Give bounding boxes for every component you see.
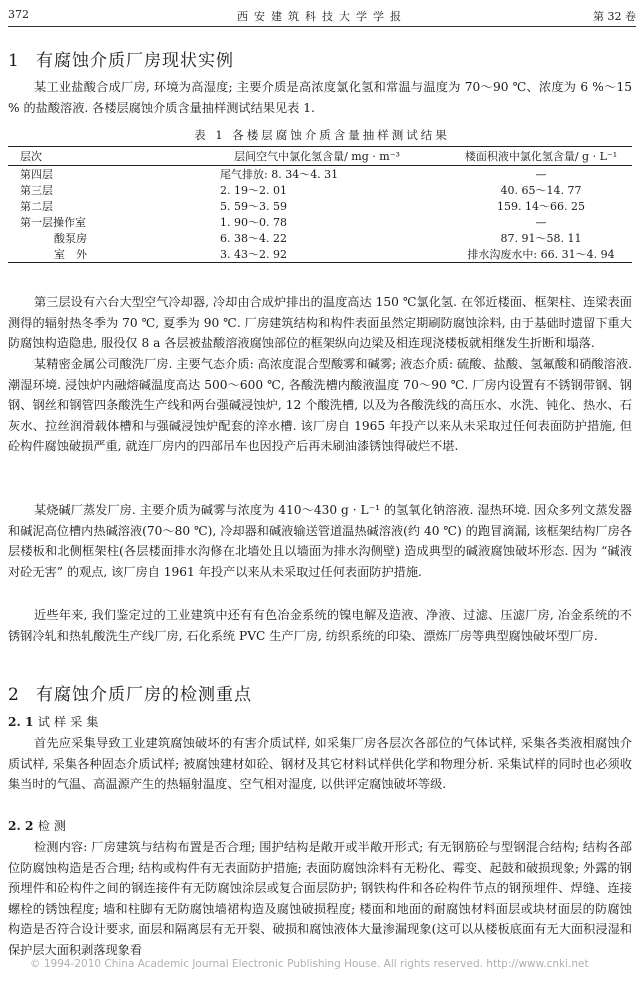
subsection-2-2-heading — [8, 817, 70, 834]
cell-level: 室 外 — [54, 248, 87, 261]
table-1 — [8, 146, 632, 263]
section-1-title: 有腐蚀介质厂房现状实例 — [36, 51, 234, 71]
subsection-2-2-number: 2. 2 — [8, 819, 34, 833]
paragraph-acid-wash: 某精密金属公司酸洗厂房. 主要气态介质: 高浓度混合型酸雾和碱雾; 液态介质: 硫酸、盐酸、氢氟酸和硝酸溶液. 潮湿环境. 浸蚀炉内融熔碱温度高达 500～600 ℃, 各酸洗槽内酸液温度 70～90 ℃. 厂房内设置有不锈钢带钢、钢钢、钢丝和钢管四条酸洗生产线和两台强碱浸蚀炉, 12 个酸洗槽, 以及为各酸洗线的高压水、水洗、钝化、热水、石灰水、拉丝润滑载体槽和与强碱浸蚀炉配套的淬水槽. 该厂房自 1965 年投产以来从未采取过任何表面防护措施, 但砼构件腐蚀破损严重, 就连厂房内的四部吊车也因投产后再未刷油漆锈蚀得破烂不堪. — [8, 357, 632, 453]
subsection-2-2-title: 检测 — [37, 819, 71, 833]
cell-air: 2. 19～2. 01 — [220, 184, 287, 197]
cell-level: 酸泵房 — [54, 232, 87, 245]
subsection-2-1-heading — [8, 713, 102, 730]
cell-liquid: 排水沟废水中: 66. 31～4. 94 — [467, 248, 615, 261]
paragraph-cooling: 第三层设有六台大型空气冷却器, 冷却由合成炉排出的温度高达 150 ℃氯化氢. 在邻近楼面、框架柱、连梁表面测得的辐射热冬季为 70 ℃, 夏季为 90 ℃. 厂房建筑结构和构件表面虽然定期刷防腐蚀涂料, 由于基础时遗留下重大防腐蚀构造隐患, 服役仅 8 a 各层被盐酸溶液腐蚀部位的框架纵向边梁及相连现浇楼板就相继发生折断和塌落. — [8, 295, 632, 350]
cell-air: 5. 59～3. 59 — [220, 200, 287, 213]
cell-level: 第二层 — [20, 200, 53, 213]
cell-air: 3. 43～2. 92 — [220, 248, 287, 261]
table-1-caption: 表 1 各楼层腐蚀介质含量抽样测试结果 — [194, 128, 450, 142]
cell-level: 第三层 — [20, 184, 53, 197]
paragraph-caustic: 某烧碱厂蒸发厂房. 主要介质为碱雾与浓度为 410～430 g · L⁻¹ 的氢氧化钠溶液. 湿热环境. 因众多列文蒸发器和碱泥高位槽内热碱溶液(70～80 ℃), 冷却器和碱液输送管道温热碱溶液(约 40 ℃) 的跑冒滴漏, 该框架结构厂房各层楼板和北侧框架柱(各层楼面排水沟修在北墙处且以墙面为排水沟侧壁) 造成典型的碱液腐蚀破坏形态. 因为 “碱液对砼无害” 的观点, 该厂房自 1961 年投产以来从未采取过任何表面防护措施. — [8, 503, 632, 579]
section-1-number: 1 — [8, 51, 20, 71]
subsection-2-1-number: 2. 1 — [8, 715, 34, 729]
section-2-heading — [8, 680, 252, 705]
table-row — [8, 182, 632, 198]
table-row — [8, 198, 632, 214]
cell-level: 第四层 — [20, 168, 53, 181]
cell-liquid: — — [535, 167, 547, 181]
cell-liquid: 159. 14～66. 25 — [497, 200, 585, 213]
page-number: 372 — [8, 8, 29, 21]
section-1-heading — [8, 46, 234, 71]
col-header-liquid: 楼面积液中氯化氢含量/ g · L⁻¹ — [464, 150, 618, 163]
table-row — [8, 246, 632, 263]
paragraph-recent: 近些年来, 我们鉴定过的工业建筑中还有有色冶金系统的镍电解及造液、净液、过滤、压滤厂房, 冶金系统的不锈钢冷轧和热轧酸洗生产线厂房, 石化系统 PVC 生产厂房, 纺织系统的印染、漂炼厂房等典型腐蚀破坏型厂房. — [8, 608, 632, 643]
section-2-number: 2 — [8, 685, 20, 705]
copyright-watermark: © 1994-2010 China Academic Journal Electronic Publishing House. All rights reserved. http://www.cnki.net — [30, 958, 589, 970]
paragraph-inspection: 检测内容: 厂房建筑与结构布置是否合理; 围护结构是敞开或半敞开形式; 有无钢筋砼与型钢混合结构; 结构各部位防腐蚀构造是否合理; 结构或构件有无表面防护措施; 表面防腐蚀涂料有无粉化、霉变、起鼓和破损现象; 外露的钢预埋件和砼构件之间的钢连接件有无防腐蚀涂层或复合面层防护; 钢铁构件和各砼构件节点的钢预埋件、焊缝、连接螺栓的锈蚀程度; 墙和柱脚有无防腐蚀墙裙构造及腐蚀破损程度; 楼面和地面的耐腐蚀材料面层或块材面层的防腐蚀构造是否符合设计要求, 面层和隔离层有无开裂、破损和腐蚀液体大量渗漏现象(这可以从楼板底面有无大面积浸湿和保护层大面积剥落现象看 — [8, 840, 632, 957]
cell-liquid: — — [535, 215, 547, 229]
subsection-2-1-title: 试样采集 — [37, 715, 103, 729]
cell-air: 6. 38～4. 22 — [220, 232, 287, 245]
cell-liquid: 87. 91～58. 11 — [500, 232, 582, 245]
section-2-title: 有腐蚀介质厂房的检测重点 — [36, 685, 252, 705]
cell-liquid: 40. 65～14. 77 — [500, 184, 582, 197]
volume-label: 第 32 卷 — [593, 10, 636, 23]
table-row — [8, 230, 632, 246]
table-row — [8, 214, 632, 230]
cell-air: 1. 90～0. 78 — [220, 216, 287, 229]
section-1-intro: 某工业盐酸合成厂房, 环境为高湿度; 主要介质是高浓度氯化氢和常温与温度为 70～90 ℃、浓度为 6 %～15 % 的盐酸溶液. 各楼层腐蚀介质含量抽样测试结果见表 1. — [8, 80, 632, 115]
header-rule — [8, 26, 636, 27]
paragraph-sampling: 首先应采集导致工业建筑腐蚀破坏的有害介质试样, 如采集厂房各层次各部位的气体试样, 采集各类液相腐蚀介质试样, 采集各种固态介质试样; 被腐蚀建材如砼、钢材及其它材料试样供化学和物理分析. 采集试样的同时也必须收集当时的气温、高温源产生的热辐射温度、空气相对湿度, 以供评定腐蚀破坏等级. — [8, 736, 632, 791]
col-header-air: 层间空气中氯化氢含量/ mg · m⁻³ — [234, 150, 400, 163]
table-header-row — [8, 147, 632, 166]
cell-level: 第一层操作室 — [20, 216, 86, 229]
col-header-level: 层次 — [20, 150, 42, 163]
cell-air: 尾气排放: 8. 34～4. 31 — [220, 168, 339, 181]
running-header — [8, 8, 636, 26]
journal-name: 西安建筑科技大学学报 — [237, 10, 407, 23]
table-row — [8, 166, 632, 183]
